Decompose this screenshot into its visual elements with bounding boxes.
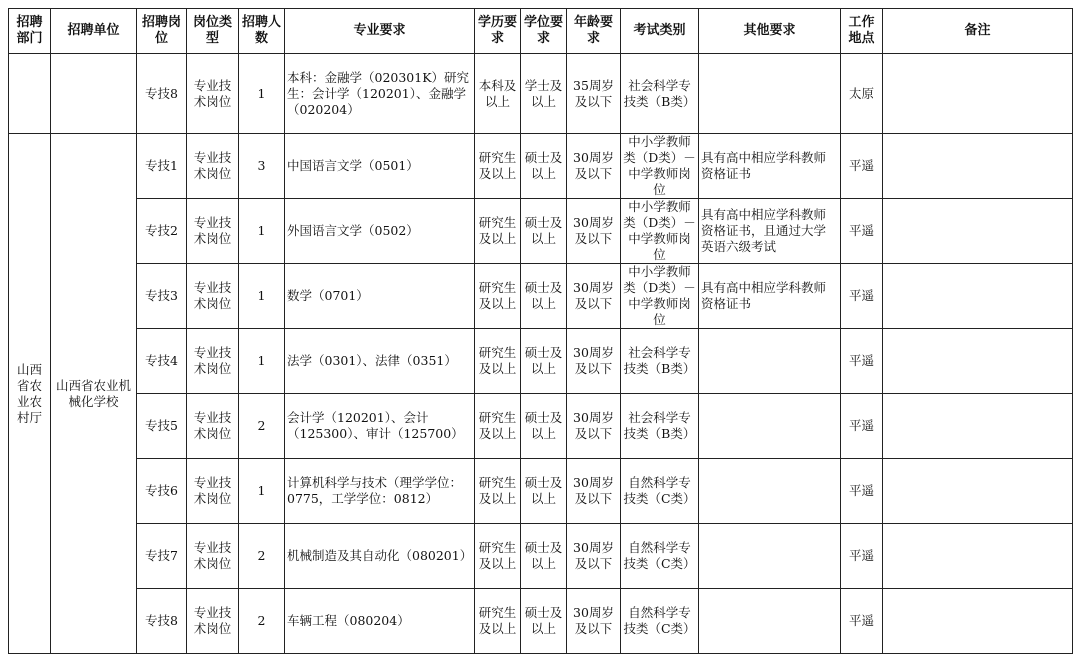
header-count: 招聘人数 [239, 9, 285, 54]
cell-post: 专技8 [137, 54, 187, 134]
cell-remarks [883, 589, 1073, 654]
table-row [9, 589, 1073, 654]
table-row [9, 459, 1073, 524]
cell-post-type: 专业技术岗位 [187, 589, 239, 654]
cell-post-type: 专业技术岗位 [187, 199, 239, 264]
cell-post-type: 专业技术岗位 [187, 264, 239, 329]
table-row [9, 329, 1073, 394]
header-post-type: 岗位类型 [187, 9, 239, 54]
cell-post: 专技6 [137, 459, 187, 524]
cell-remarks [883, 394, 1073, 459]
cell-other [699, 524, 841, 589]
cell-age: 30周岁及以下 [567, 459, 621, 524]
cell-education: 研究生及以上 [475, 394, 521, 459]
cell-other [699, 459, 841, 524]
cell-major: 法学（0301）、法律（0351） [285, 329, 475, 394]
cell-remarks [883, 134, 1073, 199]
cell-post-type: 专业技术岗位 [187, 459, 239, 524]
cell-post-type: 专业技术岗位 [187, 329, 239, 394]
cell-post: 专技1 [137, 134, 187, 199]
cell-degree: 硕士及以上 [521, 329, 567, 394]
cell-post: 专技2 [137, 199, 187, 264]
cell-remarks [883, 329, 1073, 394]
cell-location: 平遥 [841, 589, 883, 654]
cell-degree: 硕士及以上 [521, 394, 567, 459]
header-exam: 考试类别 [621, 9, 699, 54]
cell-exam: 社会科学专技类（B类） [621, 329, 699, 394]
cell-major: 本科：金融学（020301K）研究生：会计学（120201）、金融学（020204） [285, 54, 475, 134]
cell-count: 1 [239, 459, 285, 524]
cell-exam: 自然科学专技类（C类） [621, 589, 699, 654]
cell-education: 本科及以上 [475, 54, 521, 134]
header-other: 其他要求 [699, 9, 841, 54]
cell-location: 太原 [841, 54, 883, 134]
cell-location: 平遥 [841, 329, 883, 394]
cell-degree: 硕士及以上 [521, 199, 567, 264]
cell-exam: 社会科学专技类（B类） [621, 394, 699, 459]
cell-location: 平遥 [841, 134, 883, 199]
cell-degree: 硕士及以上 [521, 264, 567, 329]
cell-remarks [883, 54, 1073, 134]
header-major: 专业要求 [285, 9, 475, 54]
cell-count: 2 [239, 524, 285, 589]
cell-count: 1 [239, 329, 285, 394]
header-age: 年龄要求 [567, 9, 621, 54]
header-post: 招聘岗位 [137, 9, 187, 54]
header-degree: 学位要求 [521, 9, 567, 54]
cell-major: 车辆工程（080204） [285, 589, 475, 654]
cell-education: 研究生及以上 [475, 134, 521, 199]
cell-post: 专技7 [137, 524, 187, 589]
cell-major: 机械制造及其自动化（080201） [285, 524, 475, 589]
cell-major: 数学（0701） [285, 264, 475, 329]
cell-education: 研究生及以上 [475, 264, 521, 329]
cell-degree: 硕士及以上 [521, 589, 567, 654]
cell-age: 30周岁及以下 [567, 589, 621, 654]
cell-count: 1 [239, 54, 285, 134]
cell-degree: 硕士及以上 [521, 134, 567, 199]
cell-location: 平遥 [841, 199, 883, 264]
cell-post: 专技3 [137, 264, 187, 329]
cell-post: 专技4 [137, 329, 187, 394]
cell-count: 2 [239, 589, 285, 654]
cell-education: 研究生及以上 [475, 589, 521, 654]
cell-unit-group: 山西省农业机械化学校 [51, 134, 137, 654]
header-row [9, 9, 1073, 54]
header-remarks: 备注 [883, 9, 1073, 54]
header-unit: 招聘单位 [51, 9, 137, 54]
cell-remarks [883, 524, 1073, 589]
cell-education: 研究生及以上 [475, 329, 521, 394]
header-education: 学历要求 [475, 9, 521, 54]
cell-major: 外国语言文学（0502） [285, 199, 475, 264]
cell-education: 研究生及以上 [475, 459, 521, 524]
cell-other: 具有高中相应学科教师资格证书 [699, 134, 841, 199]
cell-education: 研究生及以上 [475, 199, 521, 264]
cell-exam: 自然科学专技类（C类） [621, 459, 699, 524]
cell-post-type: 专业技术岗位 [187, 524, 239, 589]
table-row [9, 199, 1073, 264]
cell-location: 平遥 [841, 524, 883, 589]
cell-remarks [883, 199, 1073, 264]
cell-post: 专技8 [137, 589, 187, 654]
cell-age: 30周岁及以下 [567, 329, 621, 394]
cell-location: 平遥 [841, 459, 883, 524]
cell-exam: 中小学教师类（D类）－中学教师岗位 [621, 264, 699, 329]
header-location: 工作地点 [841, 9, 883, 54]
cell-post: 专技5 [137, 394, 187, 459]
header-department: 招聘部门 [9, 9, 51, 54]
cell-major: 会计学（120201）、会计（125300）、审计（125700） [285, 394, 475, 459]
cell-count: 3 [239, 134, 285, 199]
cell-department-group: 山西省农业农村厅 [9, 134, 51, 654]
table-row [9, 54, 1073, 134]
cell-education: 研究生及以上 [475, 524, 521, 589]
cell-post-type: 专业技术岗位 [187, 54, 239, 134]
cell-other: 具有高中相应学科教师资格证书 [699, 264, 841, 329]
cell-count: 1 [239, 199, 285, 264]
cell-other [699, 394, 841, 459]
cell-age: 30周岁及以下 [567, 199, 621, 264]
cell-other: 具有高中相应学科教师资格证书，且通过大学英语六级考试 [699, 199, 841, 264]
cell-other [699, 589, 841, 654]
cell-other [699, 54, 841, 134]
cell-remarks [883, 264, 1073, 329]
cell-age: 30周岁及以下 [567, 134, 621, 199]
cell-major: 计算机科学与技术（理学学位：0775，工学学位：0812） [285, 459, 475, 524]
recruitment-table [8, 8, 1073, 654]
cell-exam: 中小学教师类（D类）－中学教师岗位 [621, 134, 699, 199]
cell-degree: 硕士及以上 [521, 524, 567, 589]
table-row [9, 394, 1073, 459]
cell-department [9, 54, 51, 134]
cell-post-type: 专业技术岗位 [187, 394, 239, 459]
cell-post-type: 专业技术岗位 [187, 134, 239, 199]
cell-remarks [883, 459, 1073, 524]
table-row [9, 134, 1073, 199]
cell-age: 30周岁及以下 [567, 524, 621, 589]
cell-age: 30周岁及以下 [567, 394, 621, 459]
cell-count: 1 [239, 264, 285, 329]
cell-exam: 社会科学专技类（B类） [621, 54, 699, 134]
cell-unit [51, 54, 137, 134]
cell-exam: 自然科学专技类（C类） [621, 524, 699, 589]
cell-location: 平遥 [841, 264, 883, 329]
table-row [9, 264, 1073, 329]
cell-degree: 硕士及以上 [521, 459, 567, 524]
cell-exam: 中小学教师类（D类）－中学教师岗位 [621, 199, 699, 264]
cell-degree: 学士及以上 [521, 54, 567, 134]
cell-location: 平遥 [841, 394, 883, 459]
cell-age: 35周岁及以下 [567, 54, 621, 134]
cell-other [699, 329, 841, 394]
table-row [9, 524, 1073, 589]
cell-major: 中国语言文学（0501） [285, 134, 475, 199]
cell-age: 30周岁及以下 [567, 264, 621, 329]
cell-count: 2 [239, 394, 285, 459]
